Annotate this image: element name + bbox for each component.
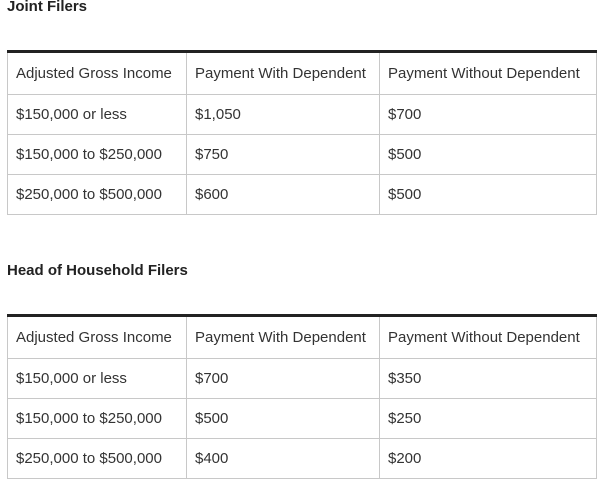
- without-dependent-cell: $500: [380, 135, 597, 175]
- agi-cell: $150,000 or less: [8, 95, 187, 135]
- column-header-with-dependent: Payment With Dependent: [187, 316, 380, 359]
- with-dependent-cell: $700: [187, 359, 380, 399]
- without-dependent-cell: $250: [380, 399, 597, 439]
- table-header-row: [8, 316, 597, 359]
- without-dependent-cell: $500: [380, 175, 597, 215]
- table-row: [8, 439, 597, 479]
- agi-cell: $150,000 to $250,000: [8, 399, 187, 439]
- with-dependent-cell: $600: [187, 175, 380, 215]
- agi-cell: $150,000 to $250,000: [8, 135, 187, 175]
- without-dependent-cell: $200: [380, 439, 597, 479]
- table-row: [8, 399, 597, 439]
- head-of-household-table: [7, 314, 597, 479]
- with-dependent-cell: $500: [187, 399, 380, 439]
- table-row: [8, 359, 597, 399]
- with-dependent-cell: $400: [187, 439, 380, 479]
- column-header-with-dependent: Payment With Dependent: [187, 52, 380, 95]
- agi-cell: $250,000 to $500,000: [8, 175, 187, 215]
- without-dependent-cell: $350: [380, 359, 597, 399]
- joint-filers-table: [7, 50, 597, 215]
- column-header-without-dependent: Payment Without Dependent: [380, 316, 597, 359]
- table-row: [8, 95, 597, 135]
- agi-cell: $150,000 or less: [8, 359, 187, 399]
- agi-cell: $250,000 to $500,000: [8, 439, 187, 479]
- without-dependent-cell: $700: [380, 95, 597, 135]
- table-row: [8, 135, 597, 175]
- table-row: [8, 175, 597, 215]
- table-header-row: [8, 52, 597, 95]
- section-title-joint-filers: Joint Filers: [7, 0, 88, 15]
- with-dependent-cell: $750: [187, 135, 380, 175]
- section-title-head-of-household-filers: Head of Household Filers: [7, 262, 188, 279]
- column-header-agi: Adjusted Gross Income: [8, 316, 187, 359]
- column-header-agi: Adjusted Gross Income: [8, 52, 187, 95]
- column-header-without-dependent: Payment Without Dependent: [380, 52, 597, 95]
- with-dependent-cell: $1,050: [187, 95, 380, 135]
